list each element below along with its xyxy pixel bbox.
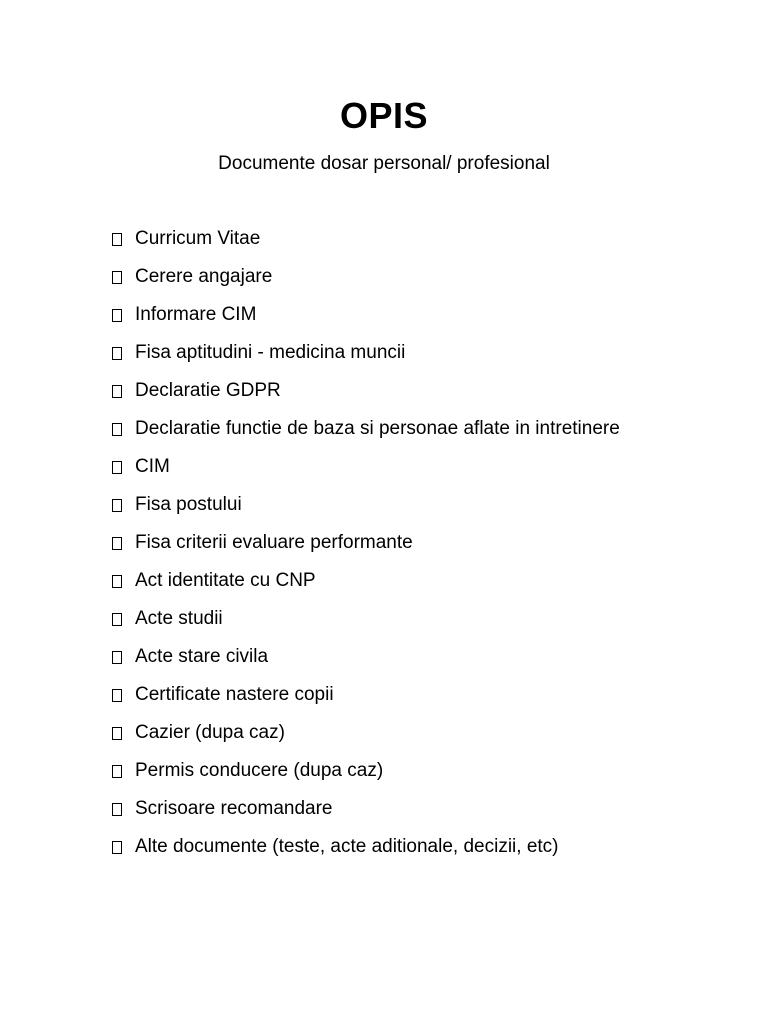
checklist-item (112, 828, 620, 866)
checkbox-icon (112, 271, 122, 284)
checklist-item (112, 524, 620, 562)
checkbox-icon (112, 537, 122, 550)
checkbox-icon (112, 233, 122, 246)
checklist-item (112, 638, 620, 676)
checkbox-icon (112, 499, 122, 512)
checklist-item-label: Permis conducere (dupa caz) (135, 760, 384, 781)
checklist-item (112, 790, 620, 828)
checklist-item-label: Declaratie functie de baza si personae aflate in intretinere (135, 418, 620, 439)
checklist-item-label: Curricum Vitae (135, 228, 261, 249)
checklist-item-label: Fisa criterii evaluare performante (135, 532, 413, 553)
checkbox-icon (112, 651, 122, 664)
checkbox-icon (112, 423, 122, 436)
checklist-item (112, 600, 620, 638)
checklist-item-label: Acte stare civila (135, 646, 269, 667)
checklist-item-label: CIM (135, 456, 170, 477)
checklist-item (112, 714, 620, 752)
checklist-item-label: Scrisoare recomandare (135, 798, 333, 819)
checklist-item-label: Cerere angajare (135, 266, 273, 287)
page-subtitle: Documente dosar personal/ profesional (218, 153, 550, 174)
checkbox-icon (112, 613, 122, 626)
checklist-item-label: Cazier (dupa caz) (135, 722, 285, 743)
checklist-item-label: Act identitate cu CNP (135, 570, 316, 591)
checklist-item-label: Declaratie GDPR (135, 380, 281, 401)
checkbox-icon (112, 689, 122, 702)
checkbox-icon (112, 347, 122, 360)
checkbox-icon (112, 803, 122, 816)
checklist-item (112, 752, 620, 790)
checkbox-icon (112, 575, 122, 588)
checklist-item (112, 220, 620, 258)
checklist-item-label: Fisa aptitudini - medicina muncii (135, 342, 406, 363)
checklist-item (112, 334, 620, 372)
page-title: OPIS (339, 95, 429, 136)
document-checklist (112, 220, 620, 866)
checkbox-icon (112, 727, 122, 740)
checklist-item (112, 562, 620, 600)
checklist-item (112, 448, 620, 486)
checklist-item (112, 676, 620, 714)
checklist-item (112, 486, 620, 524)
checkbox-icon (112, 841, 122, 854)
checklist-item-label: Fisa postului (135, 494, 242, 515)
checkbox-icon (112, 461, 122, 474)
checklist-item (112, 410, 620, 448)
checklist-item (112, 372, 620, 410)
checkbox-icon (112, 385, 122, 398)
checklist-item-label: Informare CIM (135, 304, 257, 325)
checklist-item-label: Alte documente (teste, acte aditionale, decizii, etc) (135, 836, 559, 857)
checkbox-icon (112, 309, 122, 322)
checklist-item (112, 258, 620, 296)
checkbox-icon (112, 765, 122, 778)
checklist-item (112, 296, 620, 334)
checklist-item-label: Acte studii (135, 608, 223, 629)
checklist-item-label: Certificate nastere copii (135, 684, 334, 705)
